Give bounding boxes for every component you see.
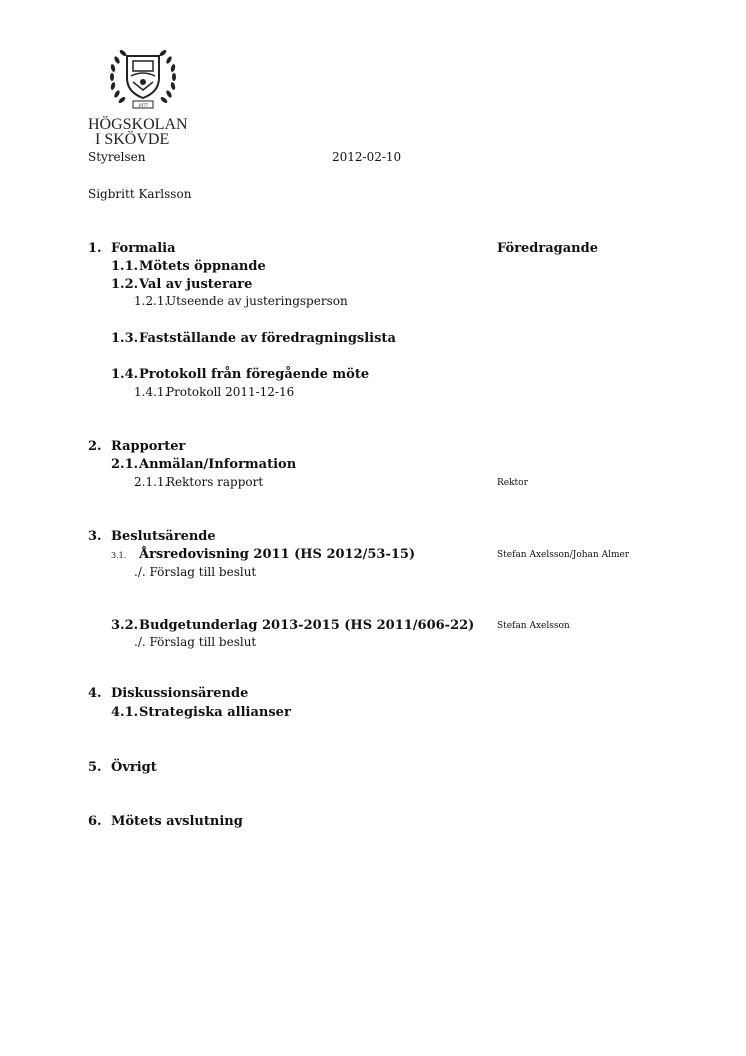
- section-3-1-title: Årsredovisning 2011 (HS 2012/53-15): [139, 547, 416, 562]
- section-2-1-1-title: Rektors rapport: [166, 475, 264, 489]
- presenter-column-header: Föredragande: [497, 241, 598, 256]
- section-1-4-1-number: 1.4.1.: [134, 385, 169, 399]
- section-4-title: Diskussionsärende: [111, 686, 249, 701]
- section-4-1-number: 4.1.: [111, 705, 139, 720]
- section-3-2-presenter: Stefan Axelsson: [497, 621, 570, 631]
- section-3-1-presenter: Stefan Axelsson/Johan Almer: [497, 550, 630, 560]
- section-2-1-number: 2.1.: [111, 457, 139, 472]
- section-3-2-number: 3.2.: [111, 618, 139, 633]
- section-4-number: 4.: [88, 686, 102, 701]
- section-3-title: Beslutsärende: [111, 529, 216, 544]
- section-1-title: Formalia: [111, 241, 176, 256]
- person-name: Sigbritt Karlsson: [88, 187, 192, 201]
- section-3-2-note: ./. Förslag till beslut: [134, 635, 257, 649]
- board-name: Styrelsen: [88, 150, 146, 164]
- section-3-number: 3.: [88, 529, 102, 544]
- section-3-1-number: 3.1.: [111, 551, 127, 560]
- logo-name-line1: HÖGSKOLAN: [88, 116, 188, 133]
- section-1-3-number: 1.3.: [111, 331, 139, 346]
- section-1-2-title: Val av justerare: [139, 277, 253, 292]
- meeting-date: 2012-02-10: [332, 150, 402, 164]
- section-2-title: Rapporter: [111, 439, 186, 454]
- section-1-1-title: Mötets öppnande: [139, 259, 266, 274]
- section-1-2-1-title: Utseende av justeringsperson: [166, 294, 348, 308]
- logo-name-line2: I SKÖVDE: [95, 131, 170, 148]
- section-1-3-title: Fastställande av föredragningslista: [139, 331, 396, 346]
- section-1-4-number: 1.4.: [111, 367, 139, 382]
- section-2-1-1-number: 2.1.1.: [134, 475, 169, 489]
- section-6-title: Mötets avslutning: [111, 814, 243, 829]
- section-2-1-title: Anmälan/Information: [139, 457, 297, 472]
- section-2-1-1-presenter: Rektor: [497, 478, 528, 488]
- section-5-number: 5.: [88, 760, 102, 775]
- logo-year: 1977: [138, 104, 148, 109]
- section-1-1-number: 1.1.: [111, 259, 139, 274]
- section-6-number: 6.: [88, 814, 102, 829]
- section-1-2-1-number: 1.2.1.: [134, 294, 169, 308]
- section-3-2-title: Budgetunderlag 2013-2015 (HS 2011/606-22): [139, 618, 475, 633]
- section-5-title: Övrigt: [111, 760, 157, 775]
- university-seal-logo: [103, 44, 183, 112]
- section-1-4-1-title: Protokoll 2011-12-16: [166, 385, 295, 399]
- section-1-2-number: 1.2.: [111, 277, 139, 292]
- section-1-4-title: Protokoll från föregående möte: [139, 367, 370, 382]
- section-2-number: 2.: [88, 439, 102, 454]
- section-4-1-title: Strategiska allianser: [139, 705, 291, 720]
- section-1-number: 1.: [88, 241, 102, 256]
- section-3-1-note: ./. Förslag till beslut: [134, 565, 257, 579]
